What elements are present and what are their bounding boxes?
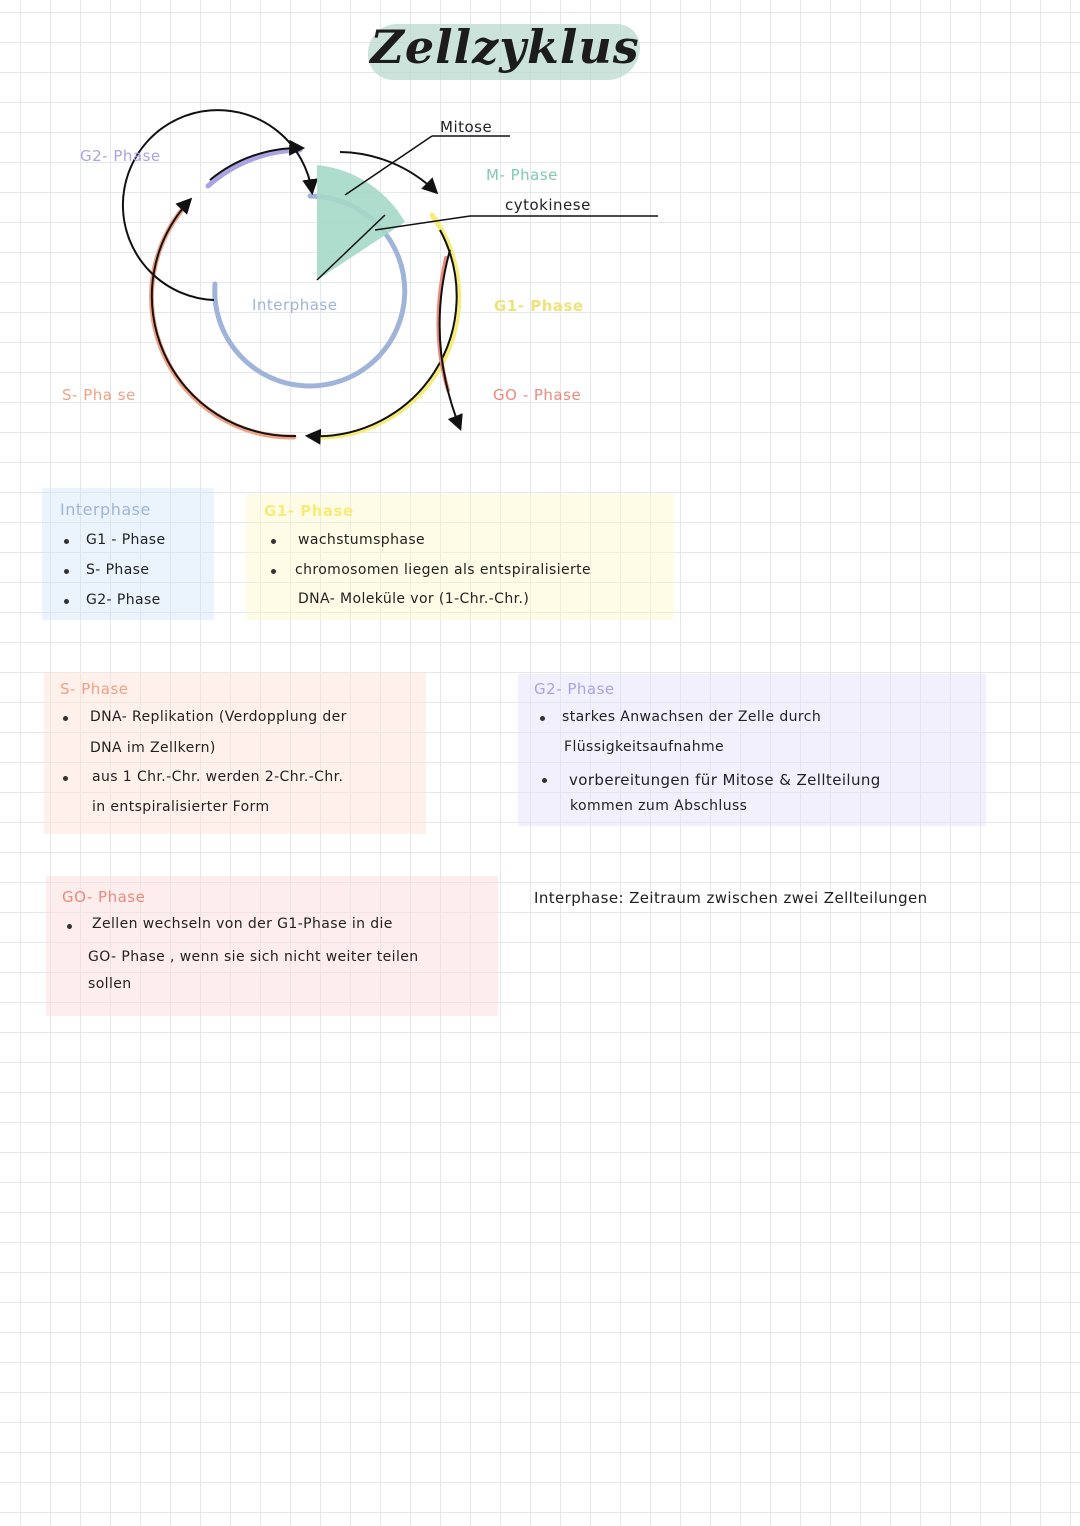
label-m-phase: M- Phase xyxy=(486,166,558,184)
g2-box-heading: G2- Phase xyxy=(534,680,615,698)
g2-item-1-line-1: starkes Anwachsen der Zelle durch xyxy=(562,709,822,725)
s-box xyxy=(44,672,426,834)
g2-box xyxy=(518,674,986,826)
s-item-1-line-1: DNA- Replikation (Verdopplung der xyxy=(90,709,347,725)
g0-item-1-line-2: GO- Phase , wenn sie sich nicht weiter teilen xyxy=(88,949,419,965)
list-item: G1 - Phase xyxy=(86,532,166,562)
interphase-definition: Interphase: Zeitraum zwischen zwei Zellteilungen xyxy=(534,889,928,907)
s-arc xyxy=(152,205,294,437)
s-box-heading: S- Phase xyxy=(60,680,129,698)
mitose-leader xyxy=(345,136,432,195)
g1-item-2-line-1: chromosomen liegen als entspiralisierte xyxy=(295,562,592,578)
s-item-1-line-2: DNA im Zellkern) xyxy=(90,740,216,756)
s-item-2-line-2: in entspiralisierter Form xyxy=(92,799,270,815)
label-mitose: Mitose xyxy=(440,118,493,136)
title-text: Zellzyklus xyxy=(370,20,640,74)
label-cytokinese: cytokinese xyxy=(505,196,591,214)
label-s-phase: S- Pha se xyxy=(62,386,136,404)
g2-item-2-line-1: vorbereitungen für Mitose & Zellteilung xyxy=(569,771,881,789)
g0-item-1-line-3: sollen xyxy=(88,976,132,992)
interphase-list xyxy=(86,532,166,622)
s-arrow xyxy=(152,200,296,436)
interphase-box xyxy=(42,488,214,620)
label-interphase: Interphase xyxy=(252,296,338,314)
m-phase-wedge xyxy=(317,165,405,280)
interphase-arrow xyxy=(123,110,312,300)
g1-item-2-line-2: DNA- Moleküle vor (1-Chr.-Chr.) xyxy=(298,591,530,607)
g0-box xyxy=(46,876,498,1016)
label-g2-phase: G2- Phase xyxy=(80,147,161,165)
label-g1-phase: G1- Phase xyxy=(494,297,584,315)
g2-item-1-line-2: Flüssigkeitsaufnahme xyxy=(564,739,725,755)
g1-box-heading: G1- Phase xyxy=(264,502,354,520)
list-item: G2- Phase xyxy=(86,592,166,622)
g1-box xyxy=(246,494,674,620)
s-item-2-line-1: aus 1 Chr.-Chr. werden 2-Chr.-Chr. xyxy=(92,769,344,785)
g2-item-2-line-2: kommen zum Abschluss xyxy=(570,798,748,814)
interphase-box-heading: Interphase xyxy=(60,500,151,519)
list-item: S- Phase xyxy=(86,562,166,592)
g1-item-1: wachstumsphase xyxy=(298,532,426,548)
g0-item-1-line-1: Zellen wechseln von der G1-Phase in die xyxy=(92,916,393,932)
label-g0-phase: GO - Phase xyxy=(493,386,582,404)
g0-box-heading: GO- Phase xyxy=(62,888,146,906)
